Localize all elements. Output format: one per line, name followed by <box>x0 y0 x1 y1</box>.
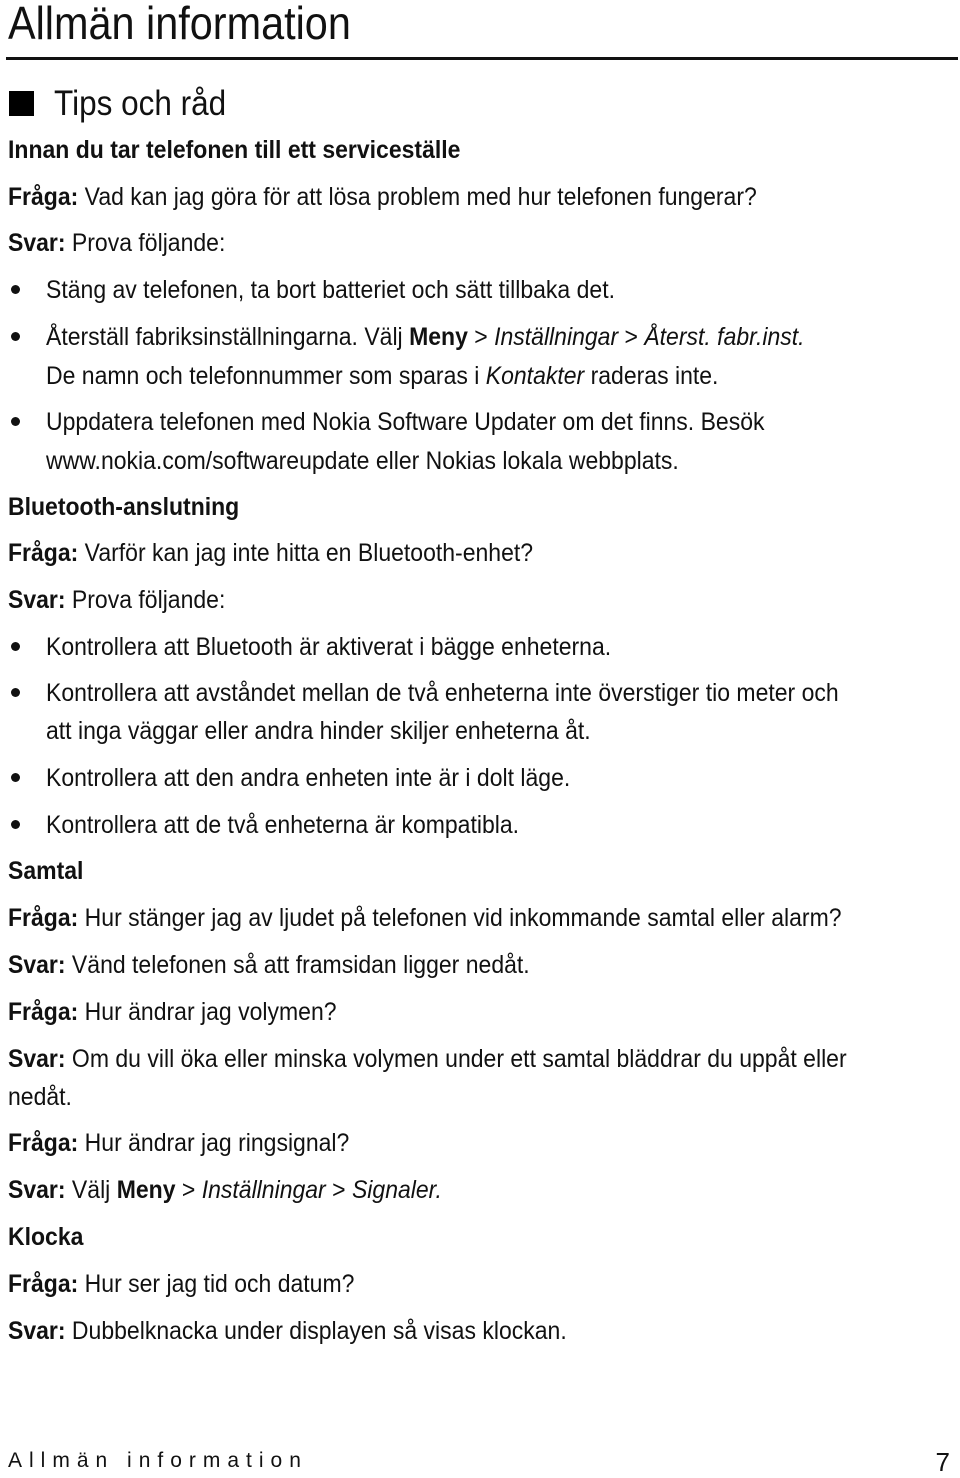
answer-label: Svar: <box>8 1317 66 1345</box>
question-label: Fråga: <box>8 1129 79 1157</box>
list-item: Kontrollera att de två enheterna är kompatibla. <box>46 811 520 839</box>
question <box>8 181 757 213</box>
list-item: Kontrollera att avståndet mellan de två enheterna inte överstiger tio meter och <box>46 679 839 707</box>
answer-text: Välj <box>65 1176 117 1204</box>
menu-term: Signaler. <box>351 1176 442 1204</box>
answer-label: Svar: <box>8 951 66 979</box>
list-item: Kontrollera att Bluetooth är aktiverat i bägge enheterna. <box>46 633 612 661</box>
subheading-bluetooth: Bluetooth-anslutning <box>8 493 240 521</box>
menu-term: Meny <box>409 323 468 351</box>
question <box>8 1268 354 1300</box>
list-text: raderas inte. <box>584 362 719 390</box>
bullet-icon <box>11 688 20 697</box>
answer-text: Prova följande: <box>65 586 226 614</box>
answer <box>8 584 225 616</box>
answer-label: Svar: <box>8 1045 66 1073</box>
separator: > <box>325 1176 352 1204</box>
subheading-klocka: Klocka <box>8 1223 84 1251</box>
list-item-cont: www.nokia.com/softwareupdate eller Nokias lokala webbplats. <box>46 447 679 475</box>
separator: > <box>618 323 645 351</box>
menu-term: Återst. fabr.inst. <box>644 323 805 351</box>
bullet-icon <box>11 285 20 294</box>
question-text: Hur ändrar jag ringsignal? <box>78 1129 350 1157</box>
answer-cont: nedåt. <box>8 1083 72 1111</box>
separator: > <box>175 1176 202 1204</box>
question-text: Hur ändrar jag volymen? <box>78 998 337 1026</box>
question-label: Fråga: <box>8 1270 79 1298</box>
subheading-samtal: Samtal <box>8 857 84 885</box>
list-item-cont <box>46 360 718 392</box>
question <box>8 537 533 569</box>
question-label: Fråga: <box>8 183 79 211</box>
section-heading: Tips och råd <box>54 84 227 123</box>
answer <box>8 1174 442 1206</box>
menu-term: Inställningar <box>201 1176 326 1204</box>
answer <box>8 227 225 259</box>
separator: > <box>467 323 495 351</box>
question <box>8 1127 349 1159</box>
answer-text: Dubbelknacka under displayen så visas klockan. <box>65 1317 567 1345</box>
question-text: Vad kan jag göra för att lösa problem med hur telefonen fungerar? <box>78 183 757 211</box>
list-item: Stäng av telefonen, ta bort batteriet och sätt tillbaka det. <box>46 276 615 304</box>
subheading-service: Innan du tar telefonen till ett serviceställe <box>8 136 461 164</box>
answer-text: Vänd telefonen så att framsidan ligger nedåt. <box>65 951 530 979</box>
bullet-icon <box>11 642 20 651</box>
question <box>8 902 842 934</box>
title-divider <box>6 57 958 60</box>
question-text: Hur stänger jag av ljudet på telefonen vid inkommande samtal eller alarm? <box>78 904 842 932</box>
answer-label: Svar: <box>8 586 66 614</box>
bullet-icon <box>11 332 20 341</box>
answer-label: Svar: <box>8 1176 66 1204</box>
menu-term: Meny <box>116 1176 176 1204</box>
answer-text: Om du vill öka eller minska volymen under ett samtal bläddrar du uppåt eller <box>65 1045 847 1073</box>
answer <box>8 1043 847 1075</box>
answer-label: Svar: <box>8 229 66 257</box>
question-label: Fråga: <box>8 998 79 1026</box>
list-item: Uppdatera telefonen med Nokia Software Updater om det finns. Besök <box>46 408 765 436</box>
question-text: Hur ser jag tid och datum? <box>78 1270 355 1298</box>
menu-term: Kontakter <box>485 362 585 390</box>
answer <box>8 1315 567 1347</box>
question-text: Varför kan jag inte hitta en Bluetooth-enhet? <box>78 539 534 567</box>
question-label: Fråga: <box>8 904 79 932</box>
question <box>8 996 337 1028</box>
page-number: 7 <box>935 1447 950 1477</box>
list-text: De namn och telefonnummer som sparas i <box>46 362 486 390</box>
list-item-cont: att inga väggar eller andra hinder skiljer enheterna åt. <box>46 717 591 745</box>
list-item: Kontrollera att den andra enheten inte är i dolt läge. <box>46 764 571 792</box>
answer-text: Prova följande: <box>65 229 226 257</box>
menu-term: Inställningar <box>494 323 619 351</box>
answer <box>8 949 530 981</box>
bullet-icon <box>11 773 20 782</box>
bullet-icon <box>11 417 20 426</box>
bullet-icon <box>11 820 20 829</box>
footer-label: Allmän information <box>8 1449 308 1472</box>
question-label: Fråga: <box>8 539 79 567</box>
list-text: Återställ fabriksinställningarna. Välj <box>46 323 410 351</box>
list-item <box>46 321 805 353</box>
page-title: Allmän information <box>8 0 351 49</box>
section-square-icon <box>9 91 34 116</box>
